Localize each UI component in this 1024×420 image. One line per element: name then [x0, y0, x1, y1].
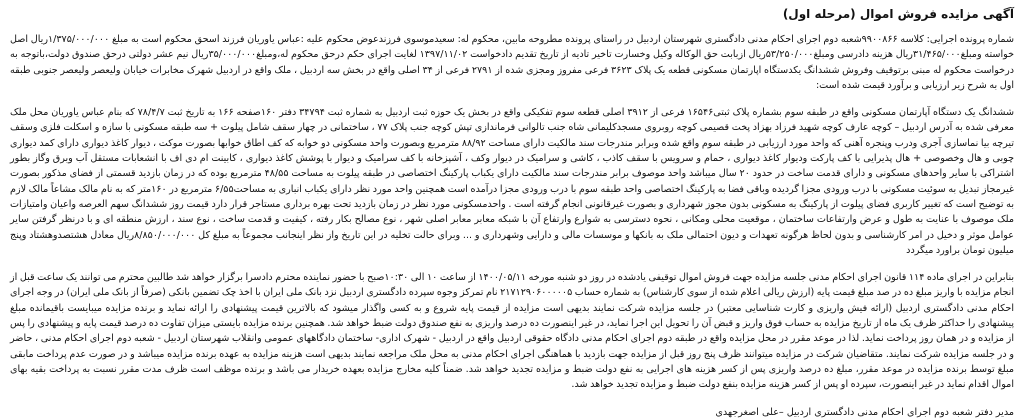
auction-terms-paragraph: بنابراین در اجرای ماده ۱۱۴ قانون اجرای احکام مدنی جلسه مزایده جهت فروش اموال توقیفی یادشده در روز دو شنبه مورخه ۱۴۰۰/۰۵/۱۱ از ساعت ۱۰ الی ۱۰:۳۰صبح با حضور نماینده محترم دادسرا برگزار خواهد شد طالبین محترم می توانند یک ساعت قبل از انجام مزایده با واریز مبلغ ده در صد مبلغ قیمت پایه (ارزش ریالی اعلام شده از سوی کارشناس) به شماره حساب ۲۱۷۱۲۹۰۶۰۰۰۰۰۵ نام تمرکز وجوه سپرده دادگستری اردبیل نزد بانک ملی ایران با اخذ چک تضمین بانکی (صرفاً از بانک ملی ایران) در وجه اجرای احکام مدنی دادگستری اردبیل (ارائه فیش واریزی و کارت شناسایی معتبر) در جلسه مزایده شرکت نمایند بدیهی است مزایده از قیمت پایه شروع و به کسی واگذار میشود که بالاترین قیمت پیشنهادی را ارائه نماید و برنده مزایده میبایست باقیمانده مبلغ پیشنهادی را حداکثر ظرف یک ماه از تاریخ مزایده به حساب فوق واریز و قبض آن را تحویل این اجرا نماید، در غیر اینصورت ده درصد واریزی به نفع صندوق دولت ضبط خواهد شد. همچنین برنده مزایده بایستی میزان تفاوت ده درصد قیمت پایه و پیشنهادی را پس از مزایده و در همان روز پرداخت نماید. لذا در موعد مقرر در محل مزایده واقع در طبقه دوم اجرای احکام مدنی دادگاه حقوقی اردبیل واقع در اردبیل - شهرک اداری- ساختمان دادگاههای عمومی وانقلاب شهرستان اردبیل - شعبه دوم اجرای احکام مدنی ، حاضر و در جلسه مزایده شرکت نمایند. متقاضیان شرکت در مزایده میتوانند ظرف پنج روز قبل از مزایده جهت بازدید با هماهنگی اجرای احکام مدنی به محل ملک مراجعه نمایند بدیهی است هزینه مزایده به عهده برنده مزایده میباشد و در صورت عدم پرداخت مابقی مبلغ توسط برنده مزایده در موعد مقرر، مبلغ ده درصد واریزی پس از کسر هزینه های اجرایی به نفع دولت ضبط و مزایده تجدید خواهد شد. ضمناً کلیه مخارج مزایده بعهده خریدار می باشد و برنده موظف است ظرف مدت مقرر نسبت به پرداخت بقیه بهای اموال اقدام نماید در غیر اینصورت، سپرده او پس از کسر هزینه مزایده بنفع دولت ضبط و مزایده تجدید خواهد شد.	[10, 272, 1015, 391]
notice-title: آگهی مزایده فروش اموال (مرحله اول)	[782, 7, 1014, 21]
property-description-paragraph: ششدانگ یک دستگاه آپارتمان مسکونی واقع در طبقه سوم بشماره پلاک ثبتی۱۶۵۴۶ فرعی از ۳۹۱۲ اصلی قطعه سوم تفکیکی واقع در بخش یک حوزه ثبت اردبیل به شماره ثبت ۳۴۷۹۴ دفتر ۱۶۰صفحه ۱۶۶ به تاریخ ثبت ۷۸/۴/۷ که بنام عباس یاوریان محل ملک معرفی شده به آدرس اردبیل – کوچه عارف کوچه شهید فرزاد بهزاد پخت قصیمی کوچه روبروی مسجدکلیمانی شاه جنب تالوانی فرماندازی تپش کوچه جنب پلاک ۷۷ ، ساختمانی در چهار سقف شامل پیلوت + سه طبقه مسکونی با سازه و اسکلت فلزی وسقف تیرچه بیا نماسازی آجری ودرب وپنجره آهنی که واحد مورد ارزیابی در طبقه سوم واقع شده وبرابر مندرجات سند مالکیت دارای مساحت ۸۸/۹۲ مترمربع وبصورت واحد مسکونی دو خوابه که کف اطاق خوابها بصورت موکت ، دیوار کاغذ دیواری دارای کمد دیواری چوبی و هال وخصوصی + هال پذیرایی با کف پارکت ودیوار کاغذ دیواری ، حمام و سرویس با سقف کاذب ، کاشی و سرامیک در دیوار وکف ، آشپزخانه با کف سرامیک و دیوار با پوشش کاغذ دیواری ، کابینت ام دی اف با انشعابات مستقل آب وبرق وگاز بطور اشتراکی با سایر واحدهای مسکونی و دارای قدمت ساخت در حدود ۲۰ سال میباشد واحد موصوف برابر مندرجات سند مالکیت دارای یکباب پارکینگ اختصاصی در طبقه پیلوت به مساحت ۴۸/۵۵ مترمربع بوده که در زمان بازدید قسمتی از فضای مذکور بصورت غیرمجاز تبدیل به سوئیت مسکونی با درب ورودی مجزا گردیده وباقی فضا به پارکینگ اختصاصی واحد طبقه سوم با درب ورودی مجزا درآمده است همچنین واحد مورد نظر دارای یکباب انباری به مساحت۶/۵۵ مترمربع در ۱۶۰متر که به نام مالک مشاعاً مالک لازم به توضیح است که تغییر کاربری فضای پیلوت از پارکینگ به مسکونی بدون مجوز شهرداری و بصورت غیرقانونی انجام گرفته است . واحدمسکونی مورد نظر در زمان بازدید تحت بهره برداری مستاجر قرار دارد قیمت روز ششدانگ سهم العرصه واعیان وامتیازات ملک موصوف با عنایت به طول و عرض وارتفاعات ساختمان ، موقعیت محلی ومکانی ، نحوه دسترسی به شوارع وارتفاع آن با شبکه معابر معابر اصلی شهر ، نوع مصالح بکار رفته ، کیفیت و قدمت ساخت ، نوع سند ، ارزش منطقه ای و با درنظر گرفتن سایر عوامل موثر و دخیل در امر کارشناسی و بدون لحاظ هرگونه تعهدات و دیون احتمالی ملک به بانکها و موسسات مالی و دارایی وشهرداری و ... وبرای حالت تخلیه در این تاریخ واز نظر اینجانب مجموعاً به مبلغ کل ۸/۸۵۰/۰۰۰/۰۰۰ریال معادل هشتصدوهشتاد وپنج میلیون تومان براورد میگردد	[10, 107, 1015, 256]
signature-line: مدیر دفتر شعبه دوم اجرای احکام مدنی دادگستری اردبیل –علی اصغرجهدی	[715, 406, 1014, 418]
case-details-paragraph: شماره پرونده اجرایی: کلاسه ۹۹۰۰۸۶۶شعبه دوم اجرای احکام مدنی دادگستری شهرستان اردبیل در راستای پرونده مطروحه مابین، محکوم له: سعیدموسوی فرزندعوض محکوم علیه :عباس یاوریان فرزند اسحق محکوم است به مبلغ ۱/۳۷۵/۰۰۰/۰۰۰ریال اصل خواسته ومبلغ۳۱/۴۶۵/۰۰۰ریال هزینه دادرسی ومبلغ۵۳/۲۵۰/۰۰۰ریال ازبابت حق الوکاله وکیل وخسارت تاخیر تادیه از تاریخ تقدیم دادخواست ۱۳۹۷/۱۱/۰۲ لغایت اجرای حکم درحق محکوم له،ومبلغ۳۵/۰۰۰/۰۰۰ریال نیم عشر دولتی درحق صندوق دولت،باتوجه به درخواست محکوم له مبنی برتوقیف وفروش ششدانگ یکدستگاه اپارتمان مسکونی قطعه یک پلاک ۳۶۲۳ فرعی مفروز ومجزی شده از ۲۷۹۱ فرعی از ۳۴ اصلی واقع در بخش سه اردبیل ، ملک واقع در اردبیل شهرک مخابرات خیابان ولیعصر ولیعصر جنوبی طبقه اول به شرح زیر ارزیابی و برآورد قیمت شده است:	[10, 34, 1015, 91]
